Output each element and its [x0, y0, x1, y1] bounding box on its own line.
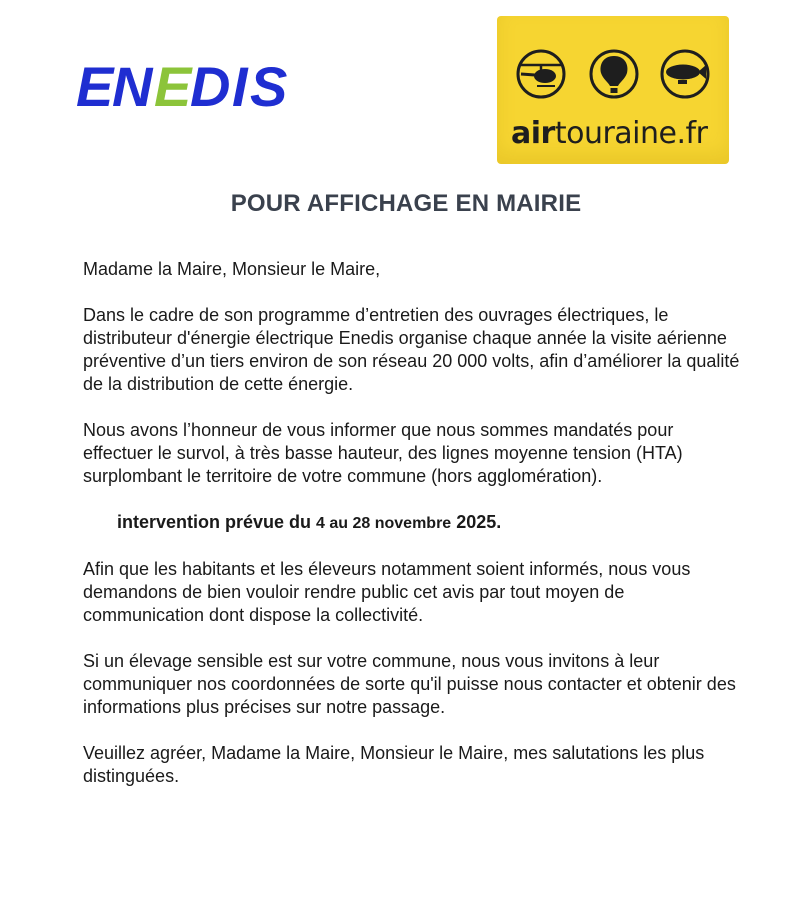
airtouraine-brand-rest: touraine.fr: [554, 116, 708, 151]
letter-paragraph-4: Si un élevage sensible est sur votre commune, nous vous invitons à leur communiquer nos coordonnées de sorte qu'il puisse nous contacter et obtenir des informations plus précises sur notre passage.: [83, 651, 736, 717]
intervention-label: intervention prévue du: [117, 512, 317, 532]
helicopter-icon: [518, 51, 564, 97]
enedis-letter-i: I: [232, 55, 248, 114]
letter-closing: Veuillez agréer, Madame la Maire, Monsieur le Maire, mes salutations les plus distinguées.: [83, 743, 705, 786]
enedis-letter-n: N: [112, 55, 153, 114]
hot-air-balloon-icon: [591, 51, 637, 97]
intervention-date-range: 4 au 28 novembre: [316, 515, 452, 532]
letter-greeting: Madame la Maire, Monsieur le Maire,: [83, 259, 381, 279]
intervention-year: 2025.: [451, 512, 502, 532]
airtouraine-brand: [511, 116, 707, 151]
enedis-letter-d: D: [190, 55, 231, 114]
airtouraine-icons: [497, 48, 729, 108]
letter-body: [83, 258, 743, 788]
airtouraine-logo: [497, 16, 729, 164]
enedis-letter-e2: E: [154, 55, 192, 114]
letter-paragraph-2: Nous avons l’honneur de vous informer que nous sommes mandatés pour effectuer le survol, à très basse hauteur, des lignes moyenne tension (HTA) surplombant le territoire de votre commune (hors agglomération).: [83, 420, 683, 486]
enedis-letter-e1: E: [76, 55, 114, 114]
intervention-dates: [117, 511, 743, 535]
page-title: POUR AFFICHAGE EN MAIRIE: [230, 190, 582, 217]
enedis-letter-s: S: [250, 55, 288, 114]
letter-paragraph-3: Afin que les habitants et les éleveurs notamment soient informés, nous vous demandons de bien vouloir rendre public cet avis par tout moyen de communication dont dispose la collectivité.: [83, 559, 691, 625]
airtouraine-brand-bold: air: [511, 116, 555, 151]
enedis-logo-graphic: [76, 54, 298, 114]
airship-icon: [662, 51, 708, 97]
enedis-logo: [76, 54, 298, 114]
letter-paragraph-1: Dans le cadre de son programme d’entretien des ouvrages électriques, le distributeur d'énergie électrique Enedis organise chaque année la visite aérienne préventive d’un tiers environ de son réseau 20 000 volts, afin d’améliorer la qualité de la distribution de cette énergie.: [83, 305, 740, 394]
